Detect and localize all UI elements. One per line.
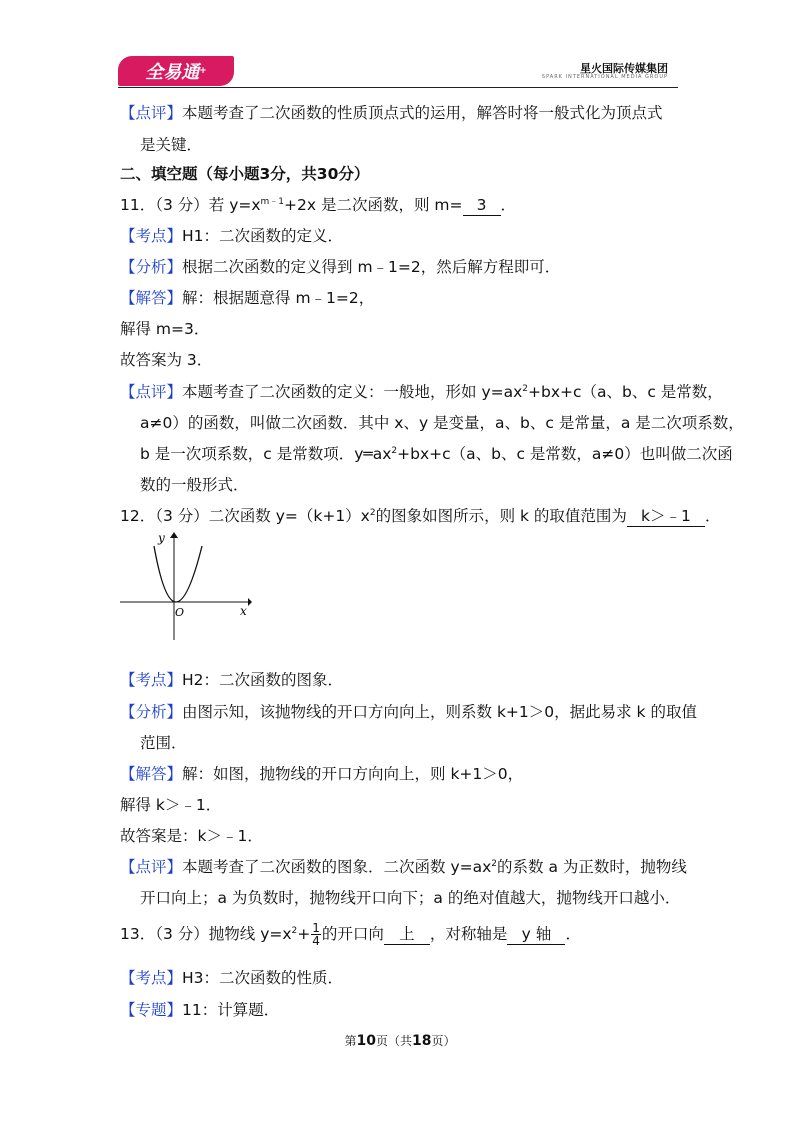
text: 的开口向: [321, 925, 384, 943]
logo-plus: +: [199, 66, 207, 76]
q11-fenxi: [120, 255, 560, 277]
footer-text: 第: [344, 1034, 357, 1048]
text: 本题考查了二次函数的定义：一般地，形如 y=ax: [182, 383, 523, 401]
text: b 是一次项系数，c 是常数项．y═ax: [140, 445, 392, 463]
answer-blank: 3: [463, 197, 501, 216]
q11-solution-2: 解得 m=3．: [120, 320, 210, 338]
y-axis-arrow: [170, 532, 178, 538]
parabola-curve: [154, 546, 202, 602]
exponent: m﹣1: [260, 197, 285, 207]
total-pages: 18: [412, 1033, 432, 1049]
text: +bx+c（a、b、c 是常数，: [528, 383, 723, 401]
q12-fenxi-2: 范围．: [140, 734, 187, 752]
fraction: [311, 922, 321, 947]
page-footer: [0, 1032, 800, 1049]
text: +bx+c（a、b、c 是常数，a≠0）也叫做二次函: [397, 445, 733, 463]
tag-label: 【考点】: [120, 671, 183, 689]
q12-dianping-2: 开口向上；a 为负数时，抛物线开口向下；a 的绝对值越大，抛物线开口越小．: [140, 889, 681, 907]
text: H1：二次函数的定义．: [182, 227, 344, 245]
answer-blank: k＞﹣1: [627, 508, 705, 527]
q12-jieda: [120, 762, 523, 784]
text: H3：二次函数的性质．: [182, 969, 344, 987]
tag-label: 【专题】: [120, 1001, 183, 1019]
text: 本题考查了二次函数的性质顶点式的运用，解答时将一般式化为顶点式: [182, 104, 663, 122]
text: 的图象如图所示，则 k 的取值范围为: [375, 507, 627, 525]
company-subtitle: SPARK INTERNATIONAL MEDIA GROUP: [541, 74, 668, 80]
text: 由图示知，该抛物线的开口方向向上，则系数 k+1＞0，据此易求 k 的取值: [182, 703, 697, 721]
exponent: 2: [291, 926, 298, 936]
q11-dianping-1: [120, 380, 723, 402]
origin-label: O: [175, 606, 185, 619]
text: +: [297, 925, 311, 943]
q12-fenxi-1: [120, 700, 697, 722]
footer-text: 页）: [431, 1034, 456, 1048]
brand-logo: [118, 56, 234, 86]
answer-blank-1: 上: [384, 926, 430, 945]
q12-dianping-1: [120, 855, 687, 877]
text: ．: [500, 196, 517, 214]
text: 解：如图，抛物线的开口方向向上，则 k+1＞0，: [182, 765, 524, 783]
text: ，对称轴是: [429, 925, 508, 943]
text: +2x 是二次函数，则 m=: [284, 196, 463, 214]
question-11: [120, 193, 516, 216]
numerator: 1: [312, 921, 320, 935]
text: 解：根据题意得 m﹣1=2，: [182, 289, 375, 307]
parabola-graph: [118, 528, 253, 643]
exponent: 2: [391, 446, 398, 456]
section-heading: 二、填空题（每小题3分，共30分）: [120, 165, 370, 183]
question-13: [120, 922, 581, 947]
text: 本题考查了二次函数的图象．二次函数 y=ax: [182, 858, 492, 876]
tag-label: 【分析】: [120, 258, 183, 276]
tag-label: 【考点】: [120, 969, 183, 987]
review-line-2: 是关键．: [140, 136, 203, 154]
denominator: 4: [312, 934, 320, 948]
footer-text: 页（共: [375, 1034, 412, 1048]
text: ．: [704, 507, 721, 525]
tag-label: 【解答】: [120, 765, 183, 783]
x-axis-arrow: [248, 598, 252, 606]
q11-dianping-4: 数的一般形式．: [140, 476, 249, 494]
text: 12．（3 分）二次函数 y=（k+1）x: [120, 507, 370, 525]
logo-text: 全易通: [145, 62, 200, 83]
exponent: 2: [369, 508, 376, 518]
text: 13．（3 分）抛物线 y=x: [120, 925, 292, 943]
text: 11．（3 分）若 y=x: [120, 196, 261, 214]
text: 11：计算题．: [182, 1001, 280, 1019]
q11-dianping-2: a≠0）的函数，叫做二次函数．其中 x、y 是变量，a、b、c 是常量，a 是二次项系数，: [140, 414, 744, 432]
x-label: x: [240, 604, 247, 618]
y-label: y: [158, 531, 165, 545]
q12-solution-3: 故答案是：k＞﹣1．: [120, 827, 263, 845]
q13-kaodian: [120, 966, 343, 988]
tag-label: 【点评】: [120, 383, 183, 401]
text: H2：二次函数的图象．: [182, 671, 344, 689]
text: 根据二次函数的定义得到 m﹣1=2，然后解方程即可．: [182, 258, 561, 276]
question-12: [120, 504, 720, 527]
q13-zhuanti: [120, 998, 279, 1020]
text: 的系数 a 为正数时，抛物线: [497, 858, 687, 876]
tag-label: 【点评】: [120, 104, 183, 122]
page-number: 10: [356, 1033, 376, 1049]
text: ．: [565, 925, 581, 943]
company-name: 星火国际传媒集团: [580, 62, 668, 75]
exponent: 2: [491, 859, 498, 869]
q12-solution-2: 解得 k＞﹣1．: [120, 796, 222, 814]
q11-jieda: [120, 286, 374, 308]
q11-kaodian: [120, 224, 343, 246]
exponent: 2: [522, 384, 529, 394]
answer-blank-2: y 轴: [507, 926, 565, 945]
tag-label: 【分析】: [120, 703, 183, 721]
header-divider: [118, 87, 678, 88]
review-line-1: [120, 101, 663, 123]
q11-solution-3: 故答案为 3．: [120, 351, 213, 369]
q12-kaodian: [120, 668, 343, 690]
q11-dianping-3: [140, 442, 733, 464]
tag-label: 【考点】: [120, 227, 183, 245]
tag-label: 【解答】: [120, 289, 183, 307]
tag-label: 【点评】: [120, 858, 183, 876]
